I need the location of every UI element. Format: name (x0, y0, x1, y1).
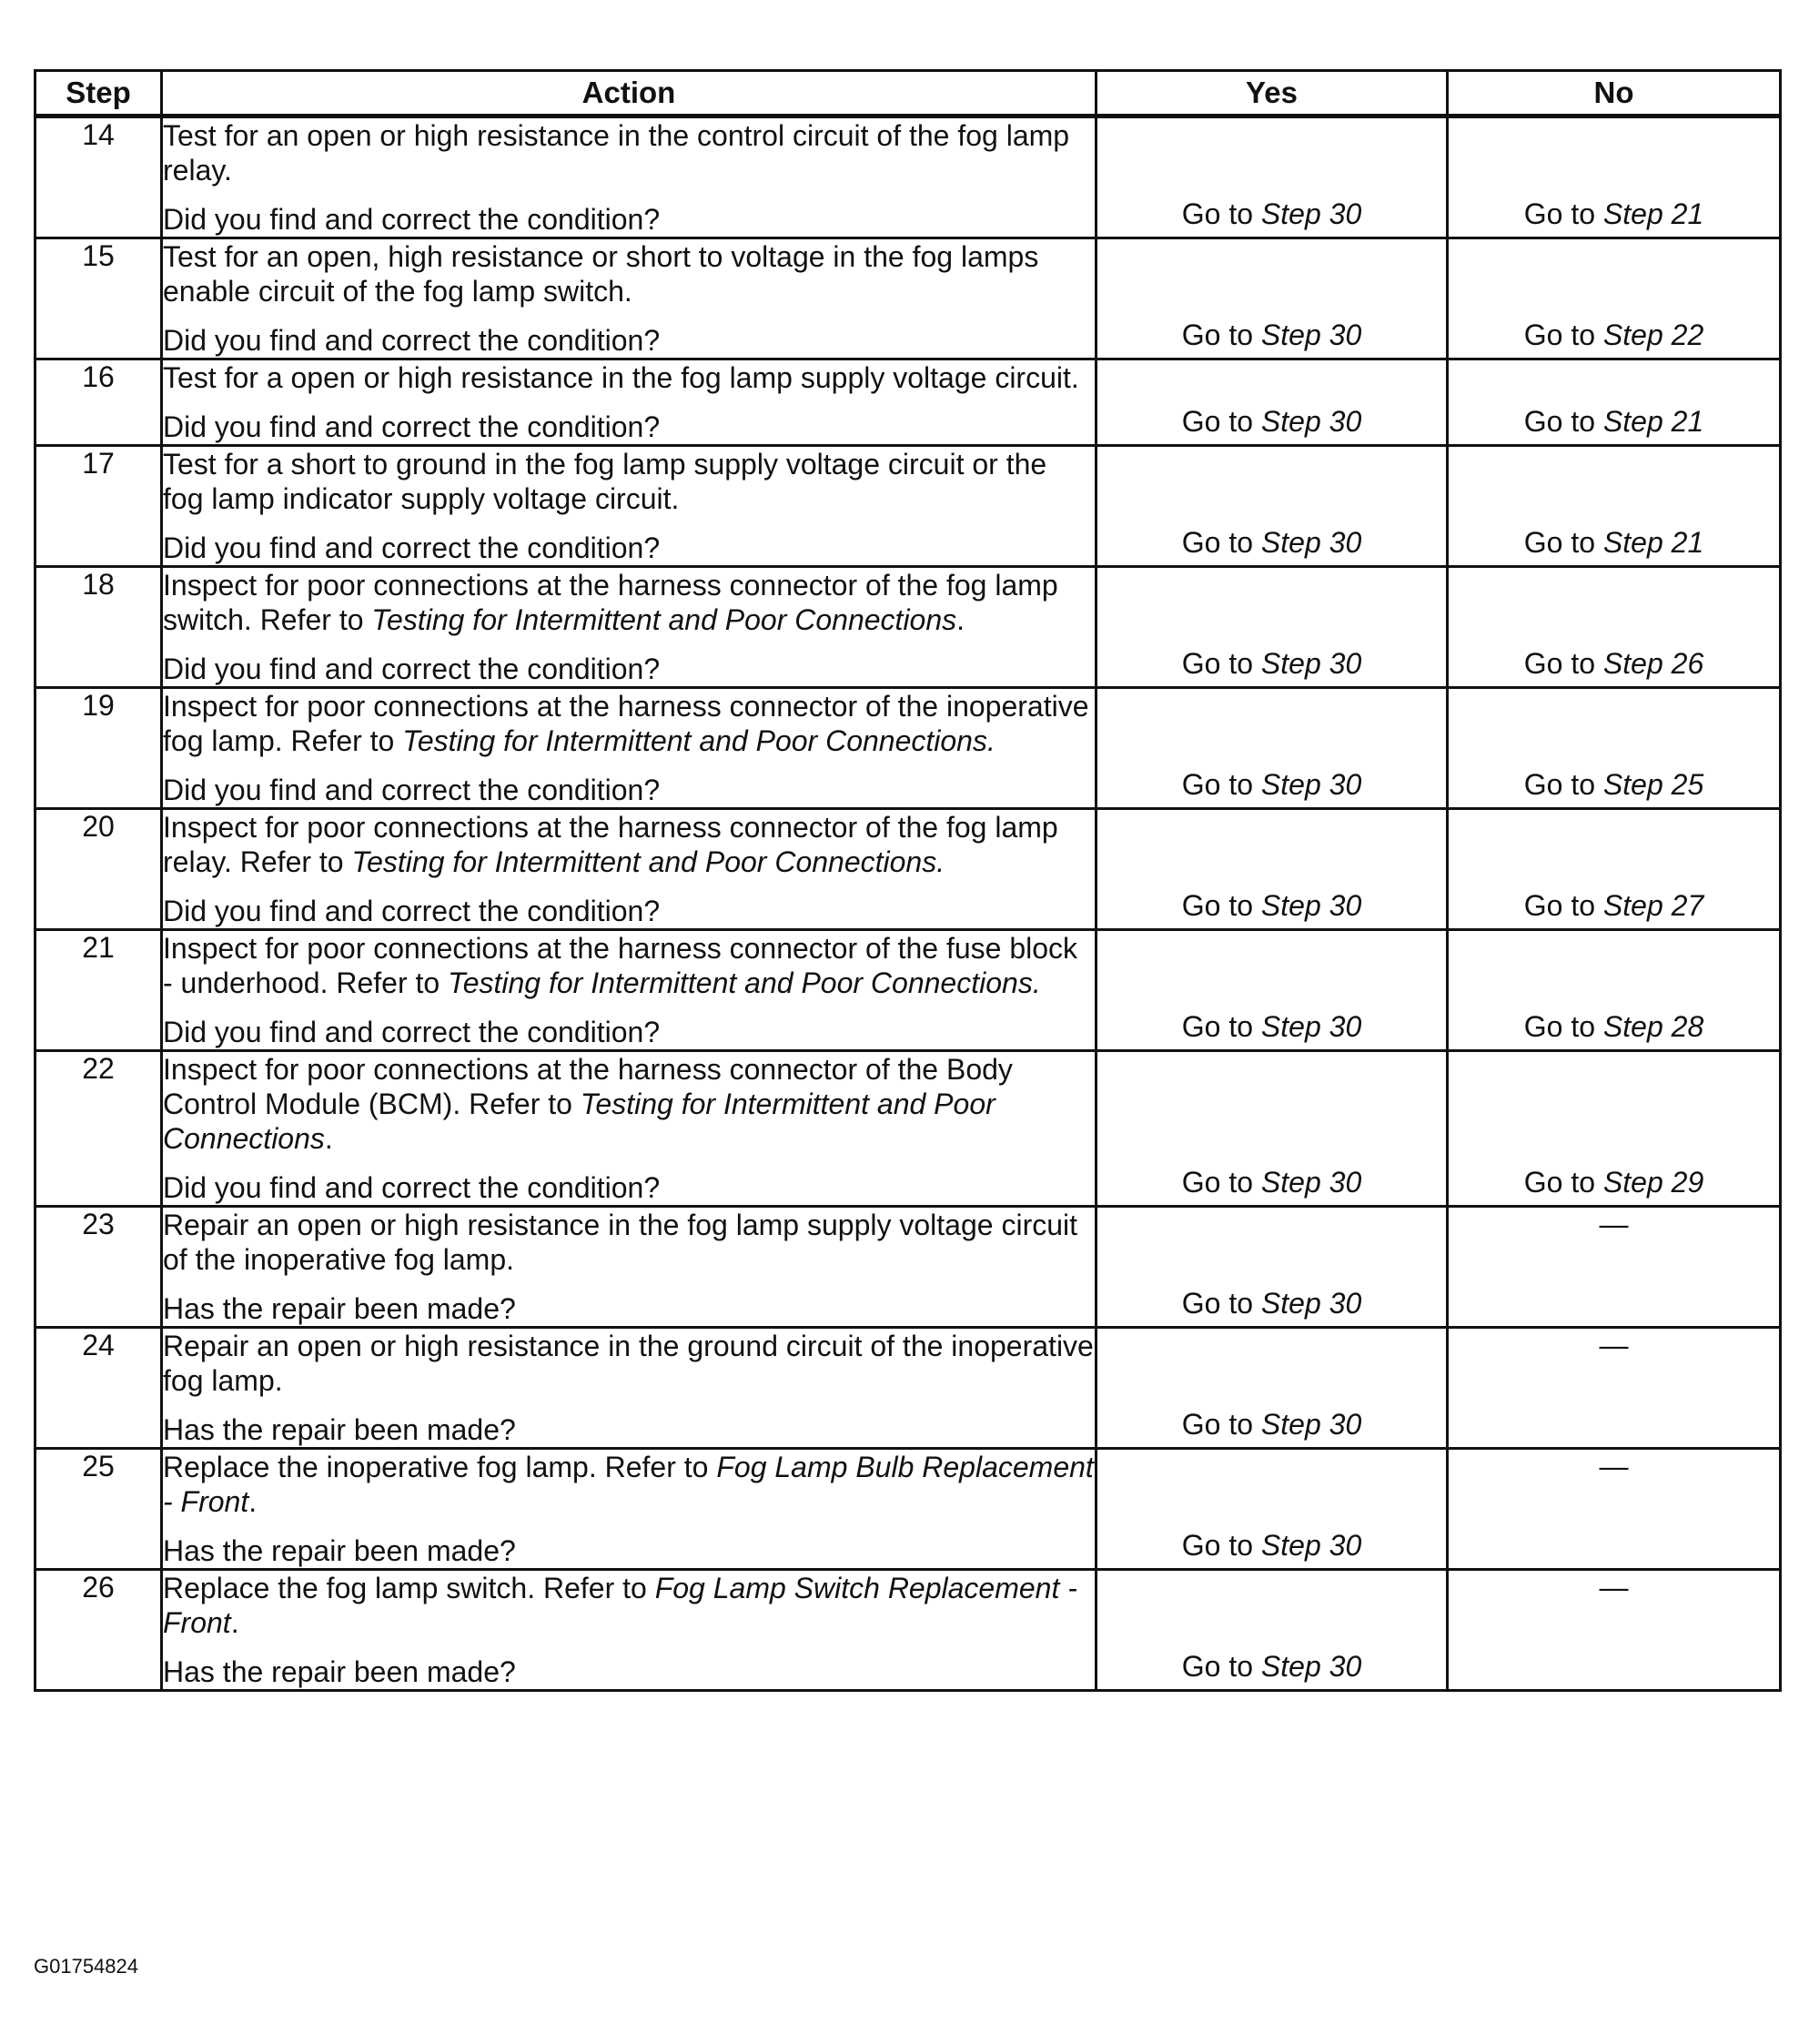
table-row (35, 1449, 1781, 1570)
yes-cell (1097, 1449, 1448, 1570)
no-cell (1448, 930, 1781, 1051)
no-result-dash: — (1599, 1571, 1629, 1604)
yes-result (1097, 1286, 1446, 1321)
no-result (1449, 646, 1779, 681)
action-cell (162, 567, 1097, 688)
yes-prefix: Go to (1181, 889, 1254, 922)
step-number: 18 (35, 567, 162, 688)
action-instruction-end: . (956, 603, 965, 636)
action-question: Did you find and correct the condition? (163, 324, 661, 357)
yes-step-link[interactable]: Step 30 (1260, 1650, 1362, 1683)
no-cell (1448, 567, 1781, 688)
action-instruction: Repair an open or high resistance in the ground circuit of the inoperative fog lamp. (163, 1330, 1094, 1397)
yes-step-link[interactable]: Step 30 (1260, 405, 1362, 438)
action-question: Did you find and correct the condition? (163, 531, 661, 564)
yes-cell (1097, 809, 1448, 930)
no-cell (1448, 688, 1781, 809)
action-instruction-end: . (248, 1485, 258, 1518)
no-prefix: Go to (1523, 889, 1596, 922)
action-text (163, 1052, 1095, 1156)
table-row (35, 688, 1781, 809)
reference-link[interactable]: Fog Lamp Bulb Replacement - Front (163, 1451, 1094, 1518)
yes-result (1097, 404, 1446, 439)
no-prefix: Go to (1523, 1010, 1596, 1043)
no-result (1449, 888, 1779, 923)
no-step-link[interactable]: Step 21 (1602, 197, 1704, 230)
action-text (163, 118, 1095, 187)
figure-code: G01754824 (34, 1955, 138, 1978)
yes-step-link[interactable]: Step 30 (1260, 889, 1362, 922)
no-result-dash: — (1599, 1208, 1629, 1240)
no-cell (1448, 446, 1781, 567)
header-yes: Yes (1097, 71, 1448, 116)
no-result-dash: — (1599, 1450, 1629, 1482)
yes-step-link[interactable]: Step 30 (1260, 1010, 1362, 1043)
yes-prefix: Go to (1181, 1166, 1254, 1199)
action-instruction: Inspect for poor connections at the harness connector of the fuse block - underhood. Refer to (163, 932, 1078, 999)
yes-cell (1097, 446, 1448, 567)
action-cell (162, 1051, 1097, 1207)
yes-prefix: Go to (1181, 1408, 1254, 1441)
header-action: Action (162, 71, 1097, 116)
action-text (163, 810, 1095, 879)
header-step: Step (35, 71, 162, 116)
yes-prefix: Go to (1181, 526, 1254, 559)
table-row (35, 1570, 1781, 1691)
yes-prefix: Go to (1181, 405, 1254, 438)
action-cell (162, 446, 1097, 567)
action-text (163, 1208, 1095, 1277)
step-number: 22 (35, 1051, 162, 1207)
reference-link[interactable]: Testing for Intermittent and Poor Connections (163, 1088, 995, 1155)
yes-result (1097, 1165, 1446, 1199)
no-result (1449, 318, 1779, 352)
yes-step-link[interactable]: Step 30 (1260, 647, 1362, 680)
yes-prefix: Go to (1181, 1010, 1254, 1043)
action-cell (162, 1207, 1097, 1328)
action-text (163, 239, 1095, 309)
yes-cell (1097, 1570, 1448, 1691)
reference-link[interactable]: Fog Lamp Switch Replacement - Front (163, 1572, 1077, 1639)
no-result (1449, 197, 1779, 231)
no-step-link[interactable]: Step 26 (1602, 647, 1704, 680)
step-number: 15 (35, 238, 162, 359)
yes-cell (1097, 1207, 1448, 1328)
step-number: 17 (35, 446, 162, 567)
table-row (35, 930, 1781, 1051)
action-instruction-end: . (230, 1606, 239, 1639)
yes-step-link[interactable]: Step 30 (1260, 1529, 1362, 1562)
table-row (35, 567, 1781, 688)
table-row (35, 238, 1781, 359)
yes-prefix: Go to (1181, 1650, 1254, 1683)
action-question: Did you find and correct the condition? (163, 203, 661, 236)
diagnostic-table (34, 69, 1782, 1692)
no-step-link[interactable]: Step 29 (1602, 1166, 1704, 1199)
yes-step-link[interactable]: Step 30 (1260, 768, 1362, 801)
action-instruction: Test for a open or high resistance in the fog lamp supply voltage circuit. (163, 361, 1079, 394)
yes-step-link[interactable]: Step 30 (1260, 1166, 1362, 1199)
no-step-link[interactable]: Step 25 (1602, 768, 1704, 801)
action-question: Has the repair been made? (163, 1534, 516, 1567)
reference-link[interactable]: Testing for Intermittent and Poor Connections. (402, 724, 995, 757)
yes-prefix: Go to (1181, 1529, 1254, 1562)
yes-prefix: Go to (1181, 1287, 1254, 1320)
step-number: 16 (35, 359, 162, 446)
action-instruction: Inspect for poor connections at the harness connector of the fog lamp switch. Refer to (163, 569, 1058, 636)
action-question: Has the repair been made? (163, 1292, 516, 1325)
yes-result (1097, 646, 1446, 681)
no-cell (1448, 809, 1781, 930)
action-text (163, 931, 1095, 1000)
action-cell (162, 238, 1097, 359)
action-text (163, 1450, 1095, 1519)
table-row (35, 359, 1781, 446)
no-cell (1448, 1328, 1781, 1449)
step-number: 14 (35, 116, 162, 238)
action-text (163, 447, 1095, 516)
action-instruction: Inspect for poor connections at the harness connector of the Body Control Module (BCM). Refer to (163, 1053, 1013, 1120)
no-cell (1448, 1207, 1781, 1328)
yes-cell (1097, 238, 1448, 359)
table-row (35, 1207, 1781, 1328)
yes-step-link[interactable]: Step 30 (1260, 1408, 1362, 1441)
step-number: 26 (35, 1570, 162, 1691)
yes-cell (1097, 567, 1448, 688)
action-instruction: Test for an open, high resistance or short to voltage in the fog lamps enable circuit of the fog lamp switch. (163, 240, 1039, 308)
action-question: Did you find and correct the condition? (163, 410, 661, 443)
action-cell (162, 1449, 1097, 1570)
table-body (35, 116, 1781, 1691)
reference-link[interactable]: Testing for Intermittent and Poor Connections. (448, 966, 1041, 999)
action-cell (162, 1328, 1097, 1449)
reference-link[interactable]: Testing for Intermittent and Poor Connections (371, 603, 957, 636)
no-result (1449, 1009, 1779, 1044)
action-question: Did you find and correct the condition? (163, 1171, 661, 1204)
yes-prefix: Go to (1181, 319, 1254, 351)
no-cell (1448, 1570, 1781, 1691)
header-no: No (1448, 71, 1781, 116)
yes-step-link[interactable]: Step 30 (1260, 526, 1362, 559)
action-instruction: Replace the fog lamp switch. Refer to (163, 1572, 655, 1604)
action-cell (162, 688, 1097, 809)
no-prefix: Go to (1523, 526, 1596, 559)
reference-link[interactable]: Testing for Intermittent and Poor Connections. (351, 845, 945, 878)
action-question: Has the repair been made? (163, 1413, 516, 1446)
no-prefix: Go to (1523, 197, 1596, 230)
step-number: 23 (35, 1207, 162, 1328)
action-question: Did you find and correct the condition? (163, 1016, 661, 1048)
yes-result (1097, 197, 1446, 231)
step-number: 24 (35, 1328, 162, 1449)
no-prefix: Go to (1523, 405, 1596, 438)
table-row (35, 1328, 1781, 1449)
no-prefix: Go to (1523, 319, 1596, 351)
step-number: 25 (35, 1449, 162, 1570)
header-row (35, 71, 1781, 116)
no-step-link[interactable]: Step 21 (1602, 526, 1704, 559)
action-text (163, 1571, 1095, 1640)
yes-result (1097, 1649, 1446, 1684)
table-row (35, 116, 1781, 238)
action-question: Did you find and correct the condition? (163, 895, 661, 927)
no-result (1449, 404, 1779, 439)
no-result (1449, 525, 1779, 560)
yes-prefix: Go to (1181, 197, 1254, 230)
yes-step-link[interactable]: Step 30 (1260, 197, 1362, 230)
action-cell (162, 359, 1097, 446)
yes-prefix: Go to (1181, 647, 1254, 680)
action-text (163, 568, 1095, 637)
yes-cell (1097, 688, 1448, 809)
step-number: 19 (35, 688, 162, 809)
yes-step-link[interactable]: Step 30 (1260, 319, 1362, 351)
yes-result (1097, 318, 1446, 352)
action-text (163, 1329, 1095, 1398)
no-cell (1448, 359, 1781, 446)
yes-cell (1097, 1051, 1448, 1207)
no-result (1449, 767, 1779, 802)
action-text (163, 689, 1095, 758)
action-question: Did you find and correct the condition? (163, 774, 661, 806)
action-text (163, 360, 1095, 395)
no-prefix: Go to (1523, 1166, 1596, 1199)
action-instruction: Replace the inoperative fog lamp. Refer to (163, 1451, 717, 1483)
yes-step-link[interactable]: Step 30 (1260, 1287, 1362, 1320)
action-instruction: Repair an open or high resistance in the fog lamp supply voltage circuit of the inoperative fog lamp. (163, 1209, 1078, 1276)
no-result (1449, 1165, 1779, 1199)
action-instruction: Test for an open or high resistance in the control circuit of the fog lamp relay. (163, 119, 1070, 187)
no-result-dash: — (1599, 1329, 1629, 1361)
step-number: 20 (35, 809, 162, 930)
no-step-link[interactable]: Step 28 (1602, 1010, 1704, 1043)
table-row (35, 1051, 1781, 1207)
action-cell (162, 116, 1097, 238)
yes-result (1097, 1009, 1446, 1044)
yes-result (1097, 767, 1446, 802)
no-step-link[interactable]: Step 21 (1602, 405, 1704, 438)
no-step-link[interactable]: Step 27 (1602, 889, 1704, 922)
step-number: 21 (35, 930, 162, 1051)
action-question: Did you find and correct the condition? (163, 653, 661, 685)
no-cell (1448, 1449, 1781, 1570)
yes-result (1097, 525, 1446, 560)
action-cell (162, 930, 1097, 1051)
no-cell (1448, 1051, 1781, 1207)
table-row (35, 446, 1781, 567)
action-cell (162, 809, 1097, 930)
action-question: Has the repair been made? (163, 1655, 516, 1688)
action-instruction: Inspect for poor connections at the harness connector of the fog lamp relay. Refer to (163, 811, 1058, 878)
yes-cell (1097, 359, 1448, 446)
no-cell (1448, 238, 1781, 359)
action-instruction: Inspect for poor connections at the harness connector of the inoperative fog lamp. Refer to (163, 690, 1089, 757)
action-instruction-end: . (324, 1122, 333, 1155)
yes-cell (1097, 116, 1448, 238)
yes-result (1097, 1407, 1446, 1442)
table-row (35, 809, 1781, 930)
yes-cell (1097, 1328, 1448, 1449)
yes-prefix: Go to (1181, 768, 1254, 801)
no-cell (1448, 116, 1781, 238)
yes-result (1097, 1528, 1446, 1563)
action-instruction: Test for a short to ground in the fog lamp supply voltage circuit or the fog lamp indicator supply voltage circuit. (163, 448, 1047, 515)
no-prefix: Go to (1523, 768, 1596, 801)
no-step-link[interactable]: Step 22 (1602, 319, 1704, 351)
yes-cell (1097, 930, 1448, 1051)
no-prefix: Go to (1523, 647, 1596, 680)
yes-result (1097, 888, 1446, 923)
action-cell (162, 1570, 1097, 1691)
